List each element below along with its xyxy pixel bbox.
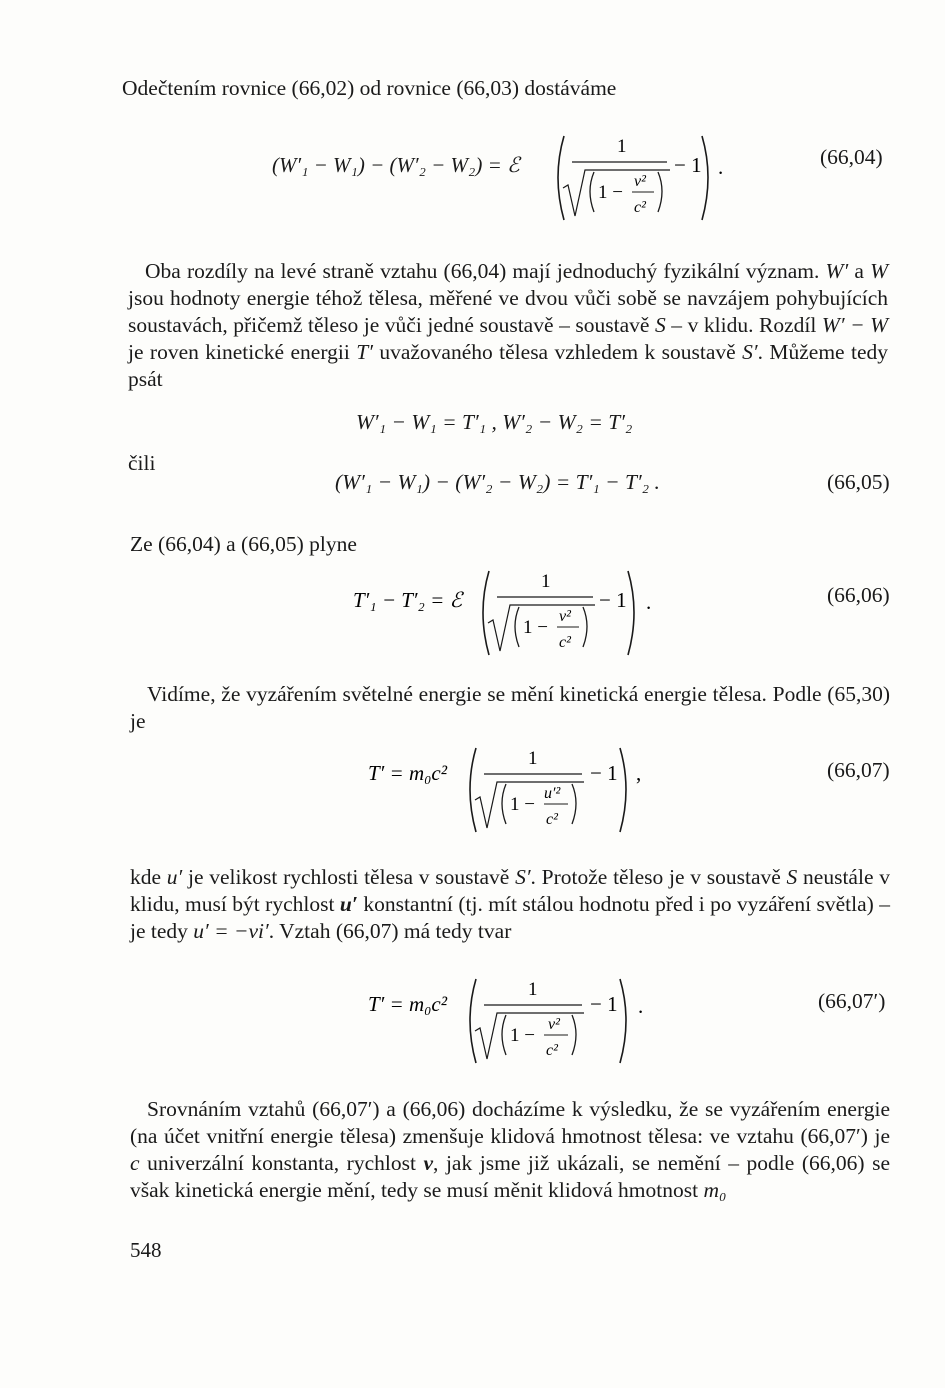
- equation-frac-num: u′²: [544, 785, 561, 802]
- symbol-w-prime: W′: [825, 259, 849, 283]
- equation-inner: 1 −: [598, 182, 623, 203]
- p5-text-c: . Protože těleso je v soustavě: [530, 865, 781, 889]
- page-number: 548: [130, 1238, 162, 1262]
- equation-label-66-05: (66,05): [827, 470, 890, 494]
- equation-66-07-prime: [368, 975, 658, 1070]
- p2-text-f: . Můžeme tedy psát: [128, 340, 889, 391]
- p6-text-c: , jak jsme již ukázali, se nemění – podle (66,06) se však kinetická energie mění, tedy se musí měnit klidová hmotnost: [130, 1151, 890, 1202]
- symbol-t-prime: T′: [356, 340, 373, 364]
- symbol-c: c: [130, 1151, 140, 1175]
- symbol-s-prime: S′: [742, 340, 758, 364]
- equation-end: .: [718, 155, 724, 179]
- equation-frac-den: c²: [546, 1042, 558, 1059]
- p2-text-a: Oba rozdíly na levé straně vztahu (66,04) mají jednoduchý fyzikální význam.: [145, 259, 820, 283]
- equation-66-05: (W′₁ − W₁) − (W′₂ − W₂) = T′₁ − T′₂ .: [335, 470, 660, 494]
- word-cili: čili: [128, 451, 156, 475]
- symbol-w-minus-w: W′ − W: [821, 313, 889, 337]
- equation-numerator: 1: [528, 979, 538, 1000]
- p6-text-b: univerzální konstanta, rychlost: [147, 1151, 416, 1175]
- equation-66-06: [353, 567, 673, 662]
- p5-text-e: konstantní (tj. mít stálou hodnotu před i po vyzáření světla) – je tedy: [130, 892, 890, 943]
- equation-inner: 1 −: [510, 794, 535, 815]
- p5-text-d: neustále v klidu, musí být rychlost: [130, 865, 890, 916]
- paragraph-1-text: Odečtením rovnice (66,02) od rovnice (66,03) dostáváme: [122, 76, 617, 100]
- equation-label-66-07: (66,07): [827, 758, 890, 782]
- equation-inner: 1 −: [523, 617, 548, 638]
- symbol-s: S: [654, 313, 666, 337]
- equation-frac-num: v²: [634, 173, 646, 190]
- equation-66-07: [368, 744, 658, 839]
- p2-text-b: jsou hodnoty energie téhož tělesa, měřené ve dvou vůči sobě se navzájem pohybujících soustavách, přičemž těleso je vůči jedné soustavě – soustavě: [128, 286, 888, 337]
- p5-text-b: je velikost rychlosti tělesa v soustavě: [188, 865, 510, 889]
- paragraph-3: Ze (66,04) a (66,05) plyne: [130, 532, 357, 556]
- equation-end: ,: [636, 761, 642, 785]
- equation-end: .: [638, 994, 644, 1018]
- equation-numerator: 1: [617, 136, 627, 157]
- equation-tail: − 1: [674, 153, 702, 177]
- equation-tail: − 1: [590, 992, 618, 1016]
- equation-lhs: (W′₁ − W₁) − (W′₂ − W₂) = ℰ: [272, 153, 520, 177]
- equation-frac-num: v²: [548, 1016, 560, 1033]
- p5-text-f: . Vztah (66,07) má tedy tvar: [268, 919, 512, 943]
- symbol-u-equation: u′ = −vi′: [193, 919, 269, 943]
- symbol-v-vec: v: [423, 1151, 434, 1175]
- equation-lhs: T′ = m₀c²: [368, 761, 448, 785]
- equation-lhs: T′₁ − T′₂ = ℰ: [353, 588, 463, 612]
- equation-tail: − 1: [599, 588, 627, 612]
- word-a: a: [854, 259, 864, 283]
- symbol-m0: m₀: [703, 1178, 727, 1202]
- p2-text-c: – v klidu. Rozdíl: [671, 313, 817, 337]
- symbol-w: W: [870, 259, 889, 283]
- p2-text-d: je roven kinetické energii: [128, 340, 350, 364]
- symbol-s: S: [786, 865, 798, 889]
- equation-numerator: 1: [528, 748, 538, 769]
- equation-numerator: 1: [541, 571, 551, 592]
- equation-label-66-04: (66,04): [820, 145, 883, 169]
- equation-66-04: [272, 132, 752, 227]
- equation-inner: 1 −: [510, 1025, 535, 1046]
- equation-label-66-06: (66,06): [827, 583, 890, 607]
- p5-text-a: kde: [130, 865, 162, 889]
- paragraph-4: Vidíme, že vyzářením světelné energie se mění kinetická energie tělesa. Podle (65,30) je: [130, 682, 890, 733]
- paragraph-6: [130, 1096, 890, 1204]
- equation-kinetic-definitions: W′₁ − W₁ = T′₁ , W′₂ − W₂ = T′₂: [356, 410, 633, 434]
- p2-text-e: uvažovaného tělesa vzhledem k soustavě: [379, 340, 736, 364]
- equation-frac-num: v²: [559, 608, 571, 625]
- symbol-u-prime: u′: [166, 865, 183, 889]
- p6-text-a: Srovnáním vztahů (66,07′) a (66,06) docházíme k výsledku, že se vyzářením energie (na účet vnitřní energie tělesa) zmenšuje klidová hmotnost tělesa: ve vztahu (66,07′) je: [130, 1097, 890, 1148]
- paragraph-2: [128, 258, 888, 393]
- paragraph-1: [122, 75, 822, 102]
- equation-frac-den: c²: [634, 199, 646, 216]
- symbol-s-prime: S′: [515, 865, 531, 889]
- equation-label-66-07-prime: (66,07′): [818, 989, 886, 1013]
- symbol-u-vec-prime: u′: [339, 892, 358, 916]
- equation-tail: − 1: [590, 761, 618, 785]
- equation-frac-den: c²: [559, 634, 571, 651]
- equation-lhs: T′ = m₀c²: [368, 992, 448, 1016]
- equation-frac-den: c²: [546, 811, 558, 828]
- paragraph-5: [130, 864, 890, 945]
- equation-end: .: [646, 590, 652, 614]
